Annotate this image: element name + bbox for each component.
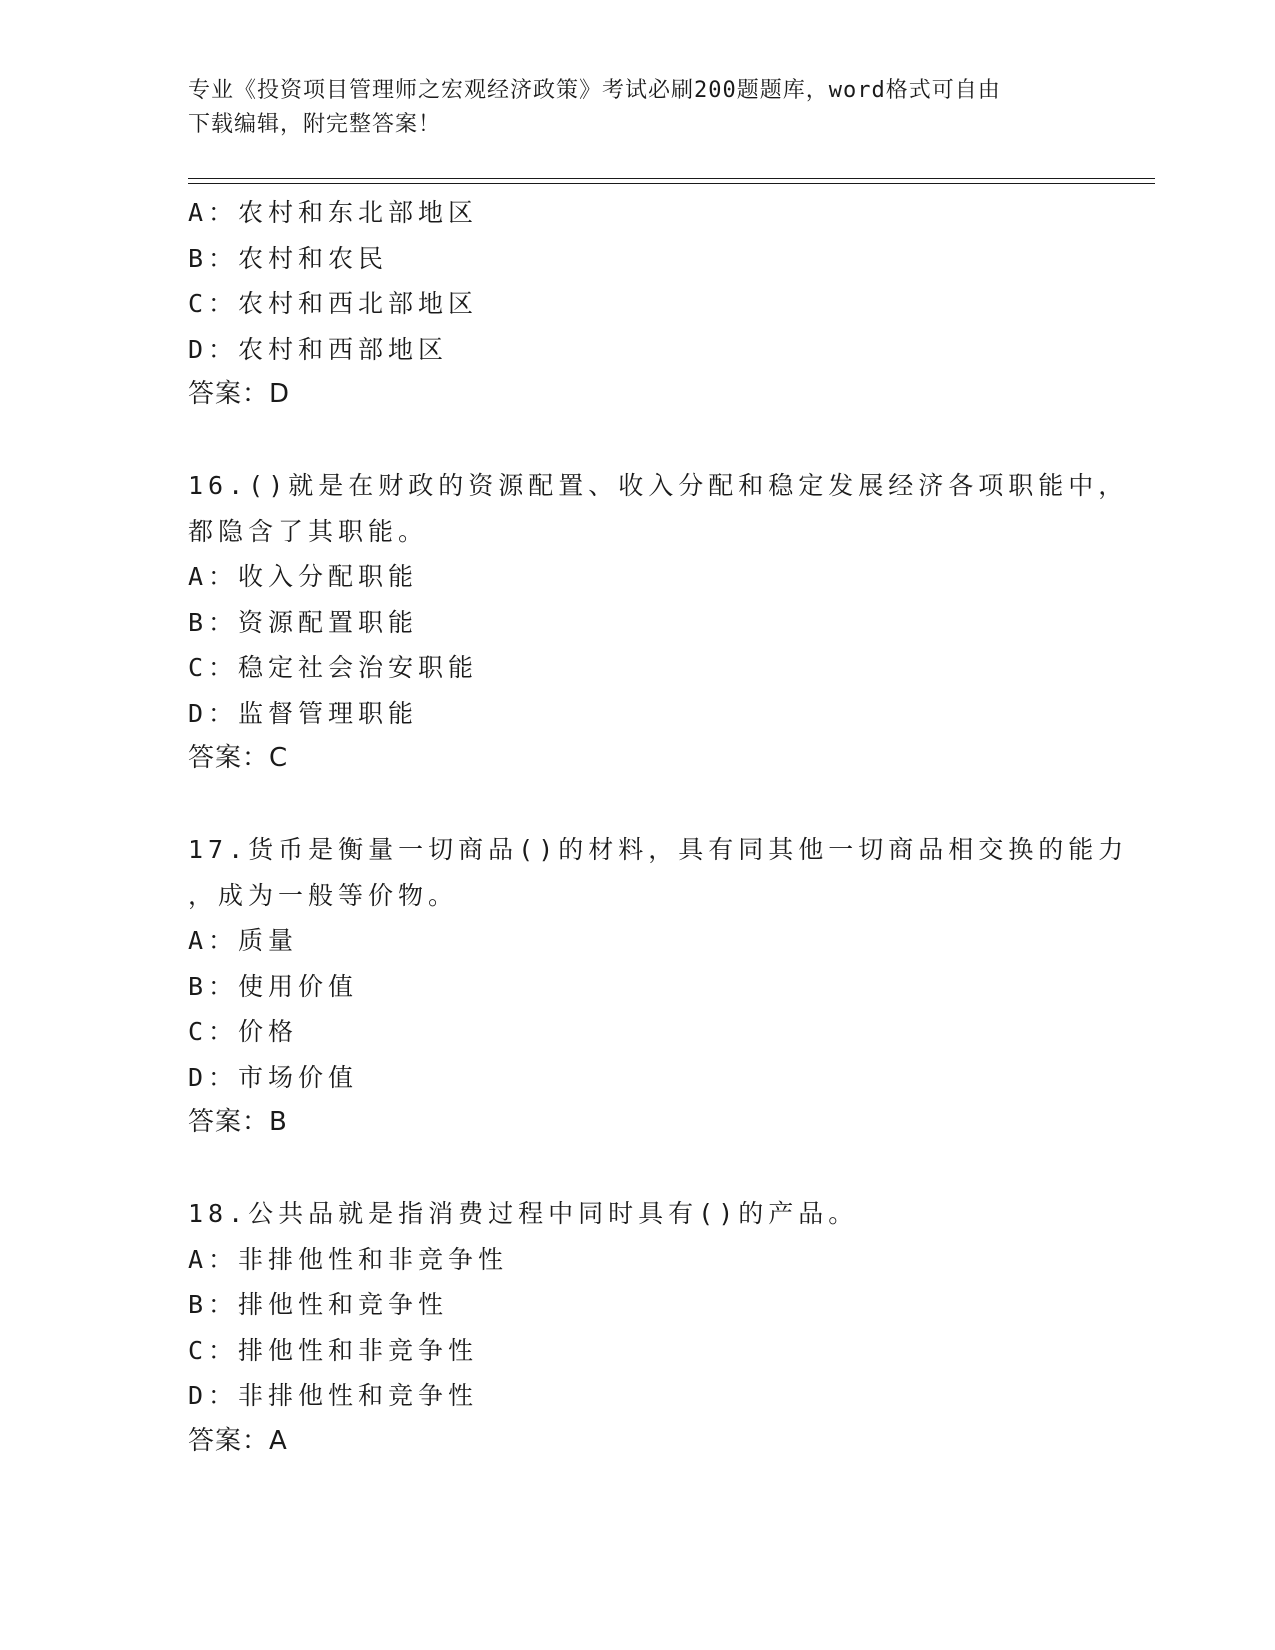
option-d: D：市场价值 — [188, 1062, 359, 1092]
spacer — [188, 418, 1088, 464]
option-b: B：农村和农民 — [188, 243, 389, 273]
header-divider-bottom — [188, 183, 1155, 184]
question-stem-line-2: 都隐含了其职能。 — [188, 516, 429, 546]
spacer — [188, 1146, 1088, 1192]
spacer — [188, 782, 1088, 828]
document-header — [188, 74, 1088, 142]
question-stem-line-1: 16.()就是在财政的资源配置、收入分配和稳定发展经济各项职能中， — [188, 471, 1129, 500]
option-b: B：排他性和竞争性 — [188, 1290, 449, 1319]
question-stem-line-1: 18.公共品就是指消费过程中同时具有()的产品。 — [188, 1199, 859, 1228]
option-a: A：收入分配职能 — [188, 562, 419, 591]
answer-line: 答案：B — [188, 1107, 288, 1137]
answer-line: 答案：A — [188, 1425, 288, 1456]
question-list — [188, 190, 1129, 1464]
answer-line: 答案：C — [188, 743, 289, 773]
option-b: B：使用价值 — [188, 971, 359, 1001]
header-line-1: 专业《投资项目管理师之宏观经济政策》考试必刷200题题库，word格式可自由 — [188, 78, 1001, 103]
option-d: D：非排他性和竞争性 — [188, 1381, 479, 1410]
answer-line: 答案：D — [188, 379, 291, 409]
option-b: B：资源配置职能 — [188, 607, 419, 637]
question-17 — [188, 827, 1129, 1146]
option-c: C：稳定社会治安职能 — [188, 653, 479, 682]
question-stem-line-2: ，成为一般等价物。 — [188, 880, 459, 910]
option-c: C：农村和西北部地区 — [188, 289, 479, 318]
question-stem-line-1: 17.货币是衡量一切商品()的材料，具有同其他一切商品相交换的能力 — [188, 835, 1129, 864]
option-d: D：农村和西部地区 — [188, 334, 449, 364]
option-a: A：农村和东北部地区 — [188, 198, 479, 227]
header-divider-top — [188, 178, 1155, 179]
option-a: A：非排他性和非竞争性 — [188, 1244, 509, 1274]
question-16 — [188, 463, 1129, 782]
option-d: D：监督管理职能 — [188, 698, 419, 728]
header-line-2: 下载编辑，附完整答案！ — [188, 112, 442, 137]
question-18 — [188, 1191, 1088, 1464]
option-a: A：质量 — [188, 926, 299, 955]
option-c: C：价格 — [188, 1017, 299, 1046]
question-15-continued — [188, 190, 1088, 418]
option-c: C：排他性和非竞争性 — [188, 1335, 479, 1365]
